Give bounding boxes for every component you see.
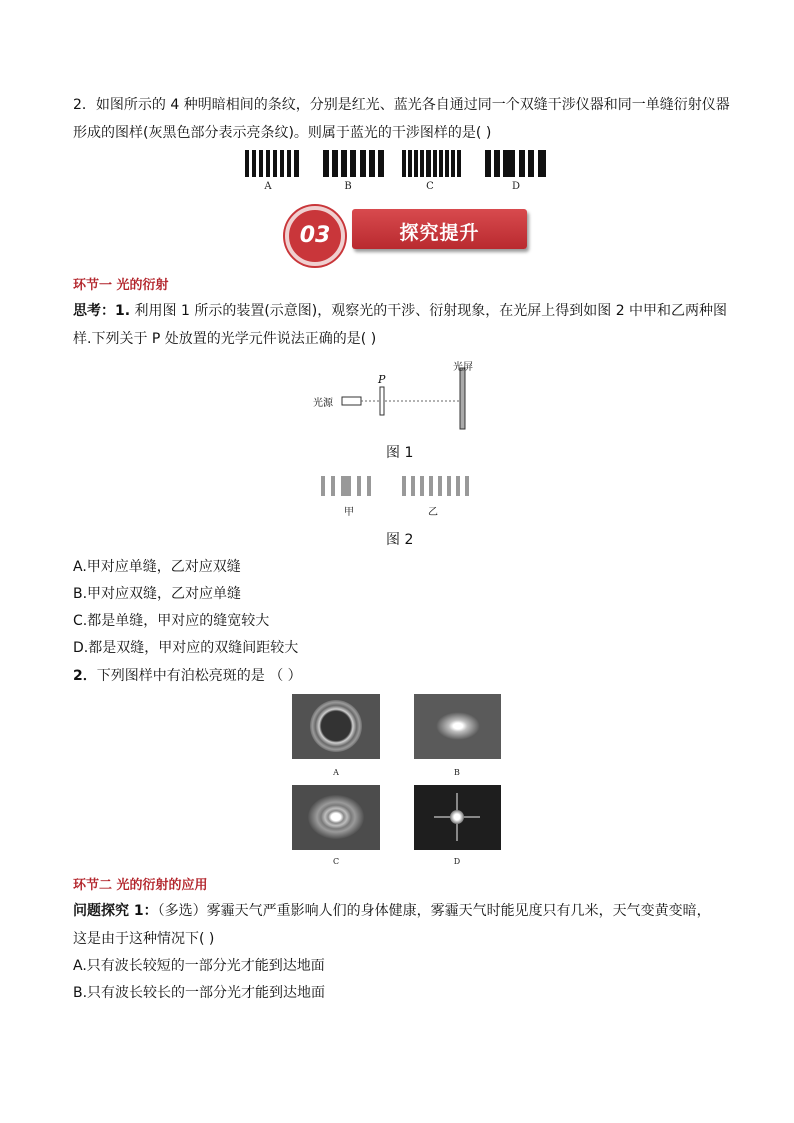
- think-text1: 利用图 1 所示的装置(示意图)，观察光的干涉、衍射现象，在光屏上得到如图 2 中甲和乙两种图: [130, 303, 728, 319]
- probe-choice-b: B.只有波长较长的一部分光才能到达地面: [73, 985, 326, 1001]
- section1-heading: 环节一 光的衍射: [73, 278, 169, 293]
- choice-a: A.甲对应单缝，乙对应双缝: [73, 559, 241, 575]
- photo-label-c: C: [332, 857, 340, 866]
- photo-b: [414, 694, 501, 759]
- photo-label-d: D: [453, 857, 461, 866]
- photo-d: [414, 785, 501, 850]
- photo-label-a: A: [333, 768, 339, 777]
- section-title: 探究提升: [399, 222, 480, 244]
- stripe-label-d: D: [511, 181, 521, 192]
- q2-line1: 2．如图所示的 4 种明暗相间的条纹，分别是红光、蓝光各自通过同一个双缝干涉仪器和同一单缝衍射仪器: [73, 97, 730, 113]
- screen: [460, 368, 465, 429]
- photo-c: [292, 785, 380, 850]
- light-source-box: [342, 397, 361, 405]
- stripe-pattern-d: [485, 150, 547, 177]
- probe-prefix: 问题探究 1：: [73, 903, 158, 919]
- section2-heading: 环节二 光的衍射的应用: [73, 878, 208, 893]
- section-number: 03: [299, 223, 331, 248]
- stripe-pattern-b: [323, 150, 385, 177]
- stripe-label-a: A: [264, 181, 272, 192]
- probe-text1: （多选）雾霾天气严重影响人们的身体健康，雾霾天气时能见度只有几米，天气变黄变暗，: [157, 903, 711, 919]
- stripe-label-c: C: [426, 181, 434, 192]
- section-number-badge: [285, 206, 345, 266]
- poisson-text: 下列图样中有泊松亮斑的是 （ ）: [96, 668, 302, 684]
- choice-c: C.都是单缝，甲对应的缝宽较大: [73, 613, 270, 629]
- think-line2: 样.下列关于 P 处放置的光学元件说法正确的是( ): [73, 331, 377, 347]
- choice-b: B.甲对应双缝，乙对应单缝: [73, 586, 242, 602]
- think-line1: [73, 301, 727, 321]
- jia-label: 甲: [344, 507, 354, 518]
- stripe-pattern-c: [402, 150, 462, 177]
- section-title-banner: [352, 209, 527, 249]
- poisson-question: [73, 666, 302, 686]
- photo-a: [292, 694, 380, 759]
- think-prefix: 思考：1.: [73, 303, 131, 319]
- pattern-yi: [402, 476, 474, 496]
- stripe-label-b: B: [344, 181, 352, 192]
- poisson-prefix: 2．: [73, 668, 97, 684]
- screen-label: 光屏: [453, 362, 473, 373]
- element-p: [380, 387, 384, 415]
- choice-d: D.都是双缝，甲对应的双缝间距较大: [73, 640, 299, 656]
- p-label: P: [378, 373, 386, 386]
- probe-choice-a: A.只有波长较短的一部分光才能到达地面: [73, 958, 325, 974]
- probe-line1: [73, 901, 711, 921]
- probe-line2: 这是由于这种情况下( ): [73, 931, 215, 947]
- yi-label: 乙: [428, 507, 438, 518]
- figure1-caption: 图 1: [386, 445, 414, 461]
- light-source-label: 光源: [313, 398, 333, 409]
- figure2-caption: 图 2: [386, 532, 414, 548]
- stripe-pattern-a: [245, 150, 301, 177]
- q2-line2: 形成的图样(灰黑色部分表示亮条纹)。则属于蓝光的干涉图样的是( ): [73, 125, 492, 141]
- photo-label-b: B: [454, 768, 460, 777]
- pattern-jia: [321, 476, 387, 496]
